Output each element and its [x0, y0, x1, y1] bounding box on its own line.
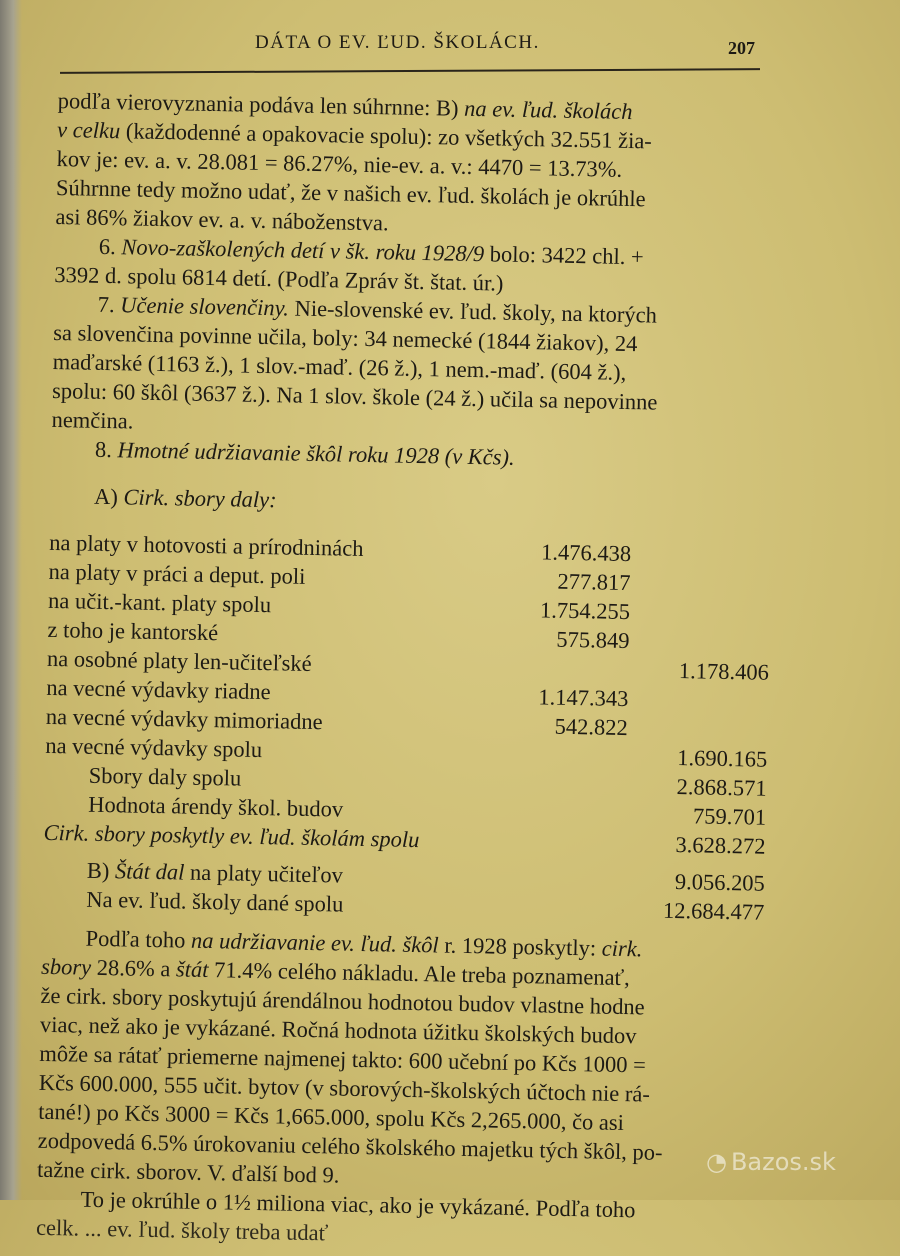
page-edge-shadow [0, 0, 22, 1200]
text-line: že cirk. sbory poskytujú árendálnou hodnotou budov vlastne hodne [40, 982, 645, 1020]
ledger-value: 12.684.477 [662, 897, 765, 925]
ledger-subtotal-value: 542.822 [554, 713, 629, 741]
text-line: 6. Novo-zaškolených detí v šk. roku 1928/9 bolo: 3422 chl. + [98, 233, 644, 270]
text-line: A) Cirk. sbory daly: [93, 483, 277, 513]
ledger-subtotal-value: 1.476.438 [540, 539, 632, 567]
ledger-label: na učit.-kant. platy spolu [47, 587, 272, 618]
text-line: Súhrnne tedy možno udať, že v našich ev. ľud. školách je okrúhle [55, 174, 646, 212]
ledger-label: na platy v práci a deput. poli [48, 558, 306, 589]
ledger-label: Hodnota árendy škol. budov [87, 791, 344, 822]
text-line: sbory 28.6% a štát 71.4% celého nákladu. Ale treba poznamenať, [40, 953, 631, 991]
ledger-subtotal-value: 277.817 [557, 568, 631, 596]
text-line: kov je: ev. a. v. 28.081 = 86.27%, nie-ev. a. v.: 4470 = 13.73%. [56, 145, 623, 182]
ledger-label: Sbory daly spolu [88, 762, 242, 791]
text-line: sa slovenčina povinne učila, boly: 34 nemecké (1844 žiakov), 24 [53, 319, 638, 357]
text-line: viac, než ako je vykázané. Ročná hodnota úžitku školských budov [39, 1011, 637, 1049]
ledger-subtotal-value: 1.147.343 [538, 684, 629, 712]
ledger-label: na osobné platy len-učiteľské [46, 645, 312, 676]
page-number: 207 [728, 38, 755, 58]
ledger-label: B) Štát dal na platy učiteľov [86, 857, 344, 888]
ledger-label: na platy v hotovosti a prírodninách [48, 529, 364, 561]
ledger-subtotal-value: 575.849 [556, 626, 630, 654]
page-body [36, 86, 780, 1256]
text-line: podľa vierovyznania podáva len súhrnne: B) na ev. ľud. školách [57, 87, 633, 125]
text-line: 3392 d. spolu 6814 detí. (Podľa Zpráv št. štat. úr.) [54, 261, 504, 296]
text-line: tané!) po Kčs 3000 = Kčs 1,665.000, spolu Kčs 2,265.000, čo asi [38, 1098, 625, 1136]
ledger-label: Cirk. sbory poskytly ev. ľud. školám spolu [43, 819, 420, 853]
text-line: môže sa rátať priemerne najmenej takto: 600 učební po Kčs 1000 = [39, 1040, 647, 1078]
ledger-value: 9.056.205 [674, 868, 766, 896]
ledger-total-value: 759.701 [692, 803, 767, 830]
ledger-subtotal-value: 1.754.255 [539, 597, 631, 625]
page-header [60, 30, 760, 74]
watermark-text: Bazos.sk [730, 1148, 836, 1176]
text-line: 8. Hmotné udržiavanie škôl roku 1928 (v Kčs). [94, 436, 515, 470]
ledger-total-value: 2.868.571 [676, 774, 767, 801]
header-rule [60, 68, 760, 74]
ledger-label: z toho je kantorské [47, 616, 219, 646]
text-line: nemčina. [51, 406, 134, 434]
text-line: asi 86% žiakov ev. a. v. náboženstva. [55, 203, 389, 236]
running-title: DÁTA O EV. ĽUD. ŠKOLÁCH. [255, 32, 540, 53]
ledger-total-value: 1.178.406 [678, 658, 770, 685]
ledger-label: na vecné výdavky mimoriadne [45, 703, 323, 735]
ledger-church-contributions [43, 528, 771, 861]
text-line: spolu: 60 škôl (3637 ž.). Na 1 slov. škole (24 ž.) učila sa nepovinne [51, 377, 658, 415]
text-line: 7. Učenie slovenčiny. Nie-slovenské ev. ľud. školy, na ktorých [97, 291, 658, 328]
paragraph-conclusion [37, 923, 764, 1198]
ledger-total-value: 1.690.165 [676, 745, 768, 772]
text-line-cut-off: celk. ... ev. ľud. školy treba udať [35, 1214, 329, 1246]
ledger-label: na vecné výdavky riadne [46, 674, 271, 705]
ledger-total-value: 3.628.272 [675, 831, 766, 859]
text-line: maďarské (1163 ž.), 1 slov.-maď. (26 ž.), 1 nem.-maď. (604 ž.), [52, 348, 627, 385]
ledger-label: Na ev. ľud. školy dané spolu [86, 886, 344, 917]
text-line: v celku (každodenné a opakovacie spolu): zo všetkých 32.551 žia- [56, 116, 653, 154]
text-line: Kčs 600.000, 555 učit. bytov (v sborových-školských účtoch nie rá- [38, 1069, 651, 1107]
text-line: To je okrúhle o 1½ miliona viac, ako je vykázané. Podľa toho [80, 1186, 636, 1223]
text-line: zodpovedá 6.5% úrokovaniu celého školského majetku tých škôl, po- [37, 1127, 663, 1165]
paragraph-slovak-teaching [51, 289, 776, 448]
text-line: tažne cirk. sborov. V. ďalší bod 9. [36, 1156, 340, 1188]
text-line: Podľa toho na udržiavanie ev. ľud. škôl r. 1928 poskytly: cirk. [85, 925, 643, 962]
watermark [706, 1148, 836, 1176]
ledger-label: na vecné výdavky spolu [45, 732, 263, 763]
paragraph-religion-summary [55, 86, 780, 245]
watermark-logo-icon: ◔ [706, 1148, 727, 1176]
